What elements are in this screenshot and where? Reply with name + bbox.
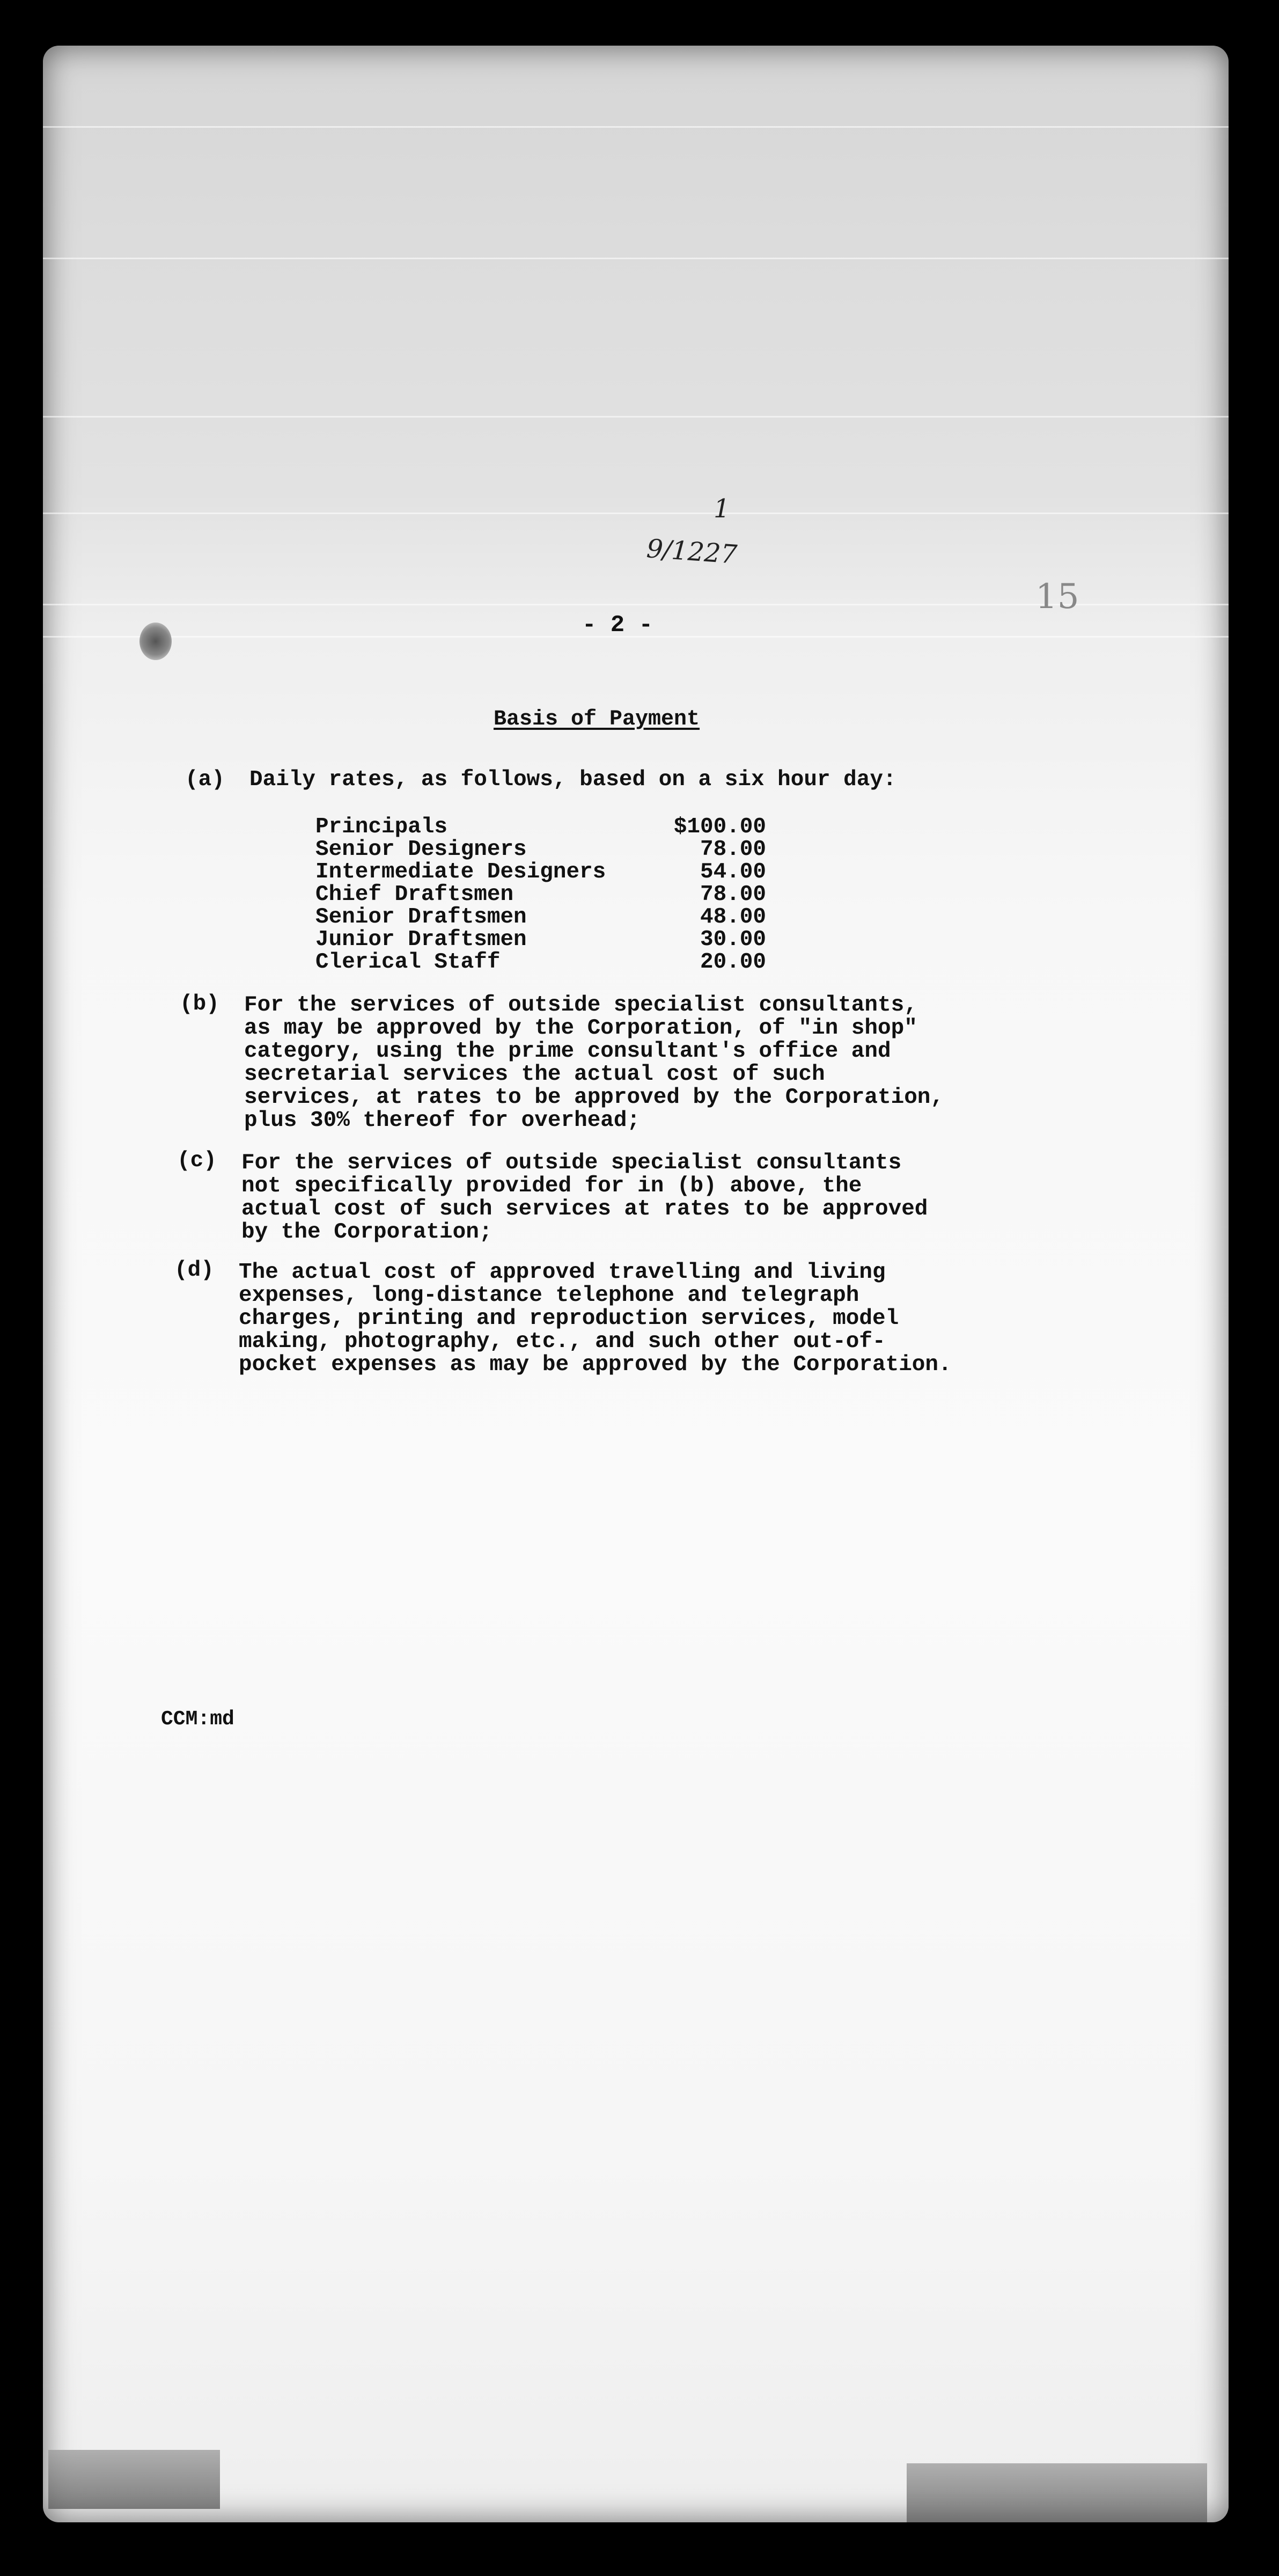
section-a-label: (a) (185, 767, 225, 792)
rate-row (315, 838, 766, 861)
rate-role: Chief Draftsmen (315, 882, 514, 907)
rate-row (315, 928, 766, 951)
text-line: not specifically provided for in (b) above, the (241, 1174, 862, 1198)
text-line: The actual cost of approved travelling and living (239, 1260, 886, 1285)
text-line: by the Corporation; (241, 1220, 493, 1245)
rate-amount: 78.00 (700, 882, 766, 907)
page-number: - 2 - (582, 612, 653, 639)
rate-row (315, 951, 766, 974)
rate-amount: 20.00 (700, 950, 766, 975)
text-line: actual cost of such services at rates to be approved (241, 1197, 928, 1221)
section-c-text (241, 1152, 928, 1244)
section-c-label: (c) (177, 1148, 217, 1173)
rate-row (315, 906, 766, 928)
text-line: plus 30% thereof for overhead; (244, 1108, 641, 1133)
rate-amount: 78.00 (700, 837, 766, 862)
rate-row (315, 861, 766, 883)
punch-hole (139, 623, 172, 660)
text-line: services, at rates to be approved by the Corporation, (244, 1085, 944, 1110)
section-b-text (244, 994, 944, 1132)
typist-initials: CCM:md (161, 1708, 234, 1731)
scan-streak (43, 513, 1229, 514)
rate-role: Intermediate Designers (315, 860, 606, 884)
text-line: making, photography, etc., and such other out-of- (239, 1329, 886, 1354)
text-line: as may be approved by the Corporation, of "in shop" (244, 1016, 917, 1041)
section-d-text (239, 1261, 952, 1377)
handwritten-mark: 1 (714, 494, 730, 524)
page-stamp: 15 (1035, 577, 1079, 617)
rate-row (315, 883, 766, 906)
rate-amount: $100.00 (673, 815, 766, 839)
scan-streak (43, 126, 1229, 128)
scan-streak (43, 258, 1229, 259)
rate-role: Senior Designers (315, 837, 527, 862)
scan-streak (43, 416, 1229, 418)
text-line: charges, printing and reproduction services, model (239, 1306, 899, 1331)
handwritten-number: 9/1227 (645, 533, 738, 570)
text-line: category, using the prime consultant's office and (244, 1039, 891, 1064)
text-line: expenses, long-distance telephone and telegraph (239, 1283, 859, 1308)
rate-row (315, 816, 766, 838)
rate-role: Junior Draftsmen (315, 927, 527, 952)
text-line: For the services of outside specialist consultants, (244, 993, 917, 1018)
rate-role: Clerical Staff (315, 950, 501, 975)
tape-mark (48, 2450, 220, 2509)
rate-table (315, 816, 766, 974)
rate-role: Principals (315, 815, 448, 839)
text-line: pocket expenses as may be approved by the Corporation. (239, 1352, 952, 1377)
rate-amount: 48.00 (700, 905, 766, 930)
page-title: Basis of Payment (494, 707, 700, 731)
rate-amount: 54.00 (700, 860, 766, 884)
rate-role: Senior Draftsmen (315, 905, 527, 930)
text-line: secretarial services the actual cost of such (244, 1062, 825, 1087)
text-line: For the services of outside specialist consultants (241, 1151, 902, 1175)
section-a-intro: Daily rates, as follows, based on a six hour day: (249, 767, 896, 792)
rate-amount: 30.00 (700, 927, 766, 952)
tape-mark (907, 2463, 1207, 2522)
section-b-label: (b) (180, 992, 219, 1016)
section-d-label: (d) (174, 1258, 214, 1283)
